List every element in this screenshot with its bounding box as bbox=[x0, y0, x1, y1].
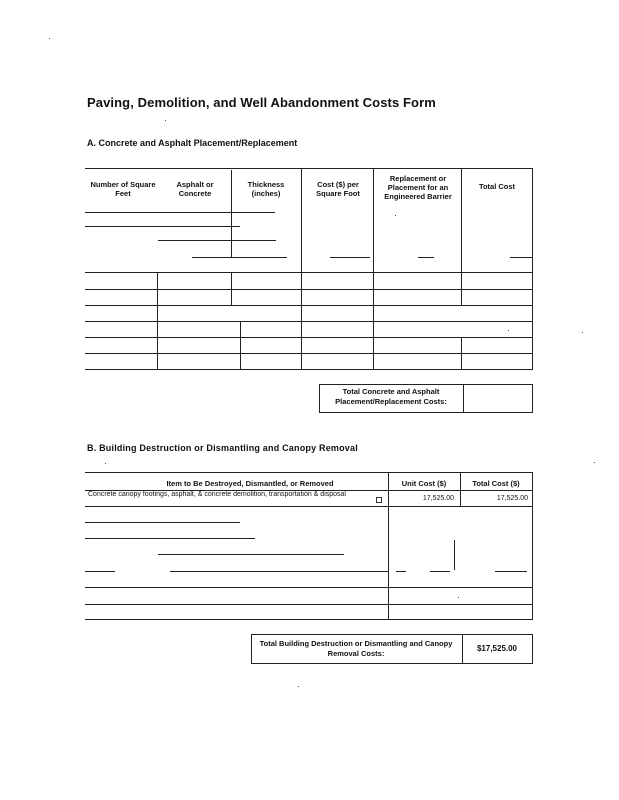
row-item[interactable]: Concrete canopy footings, asphalt, & concrete demolition, transportation & disposal bbox=[88, 491, 346, 498]
section-b-total-value[interactable]: $17,525.00 bbox=[476, 644, 518, 653]
col-thickness: Thickness (inches) bbox=[247, 180, 285, 198]
col-square-feet: Number of Square Feet bbox=[90, 180, 156, 198]
col-unit-cost: Unit Cost ($) bbox=[401, 479, 447, 488]
col-total-cost-b: Total Cost ($) bbox=[472, 479, 520, 488]
row-unit-cost[interactable]: 17,525.00 bbox=[422, 495, 454, 502]
col-asphalt-concrete: Asphalt or Concrete bbox=[176, 180, 214, 198]
row-total-cost[interactable]: 17,525.00 bbox=[496, 495, 528, 502]
col-replacement-placement: Replacement or Placement for an Engineered Barrier bbox=[384, 174, 452, 201]
section-a-total-label: Total Concrete and Asphalt Placement/Replacement Costs: bbox=[335, 387, 447, 406]
section-a-heading: A. Concrete and Asphalt Placement/Replacement bbox=[87, 138, 298, 148]
section-b-total-label: Total Building Destruction or Dismantling and Canopy Removal Costs: bbox=[259, 639, 453, 658]
col-cost-per-sqft: Cost ($) per Square Foot bbox=[316, 180, 360, 198]
col-item-destroyed: Item to Be Destroyed, Dismantled, or Removed bbox=[166, 479, 334, 488]
section-b-heading: B. Building Destruction or Dismantling and Canopy Removal bbox=[87, 443, 358, 453]
row-item-marker-icon bbox=[376, 497, 382, 503]
form-title: Paving, Demolition, and Well Abandonment Costs Form bbox=[87, 95, 436, 110]
col-total-cost: Total Cost bbox=[478, 182, 516, 191]
